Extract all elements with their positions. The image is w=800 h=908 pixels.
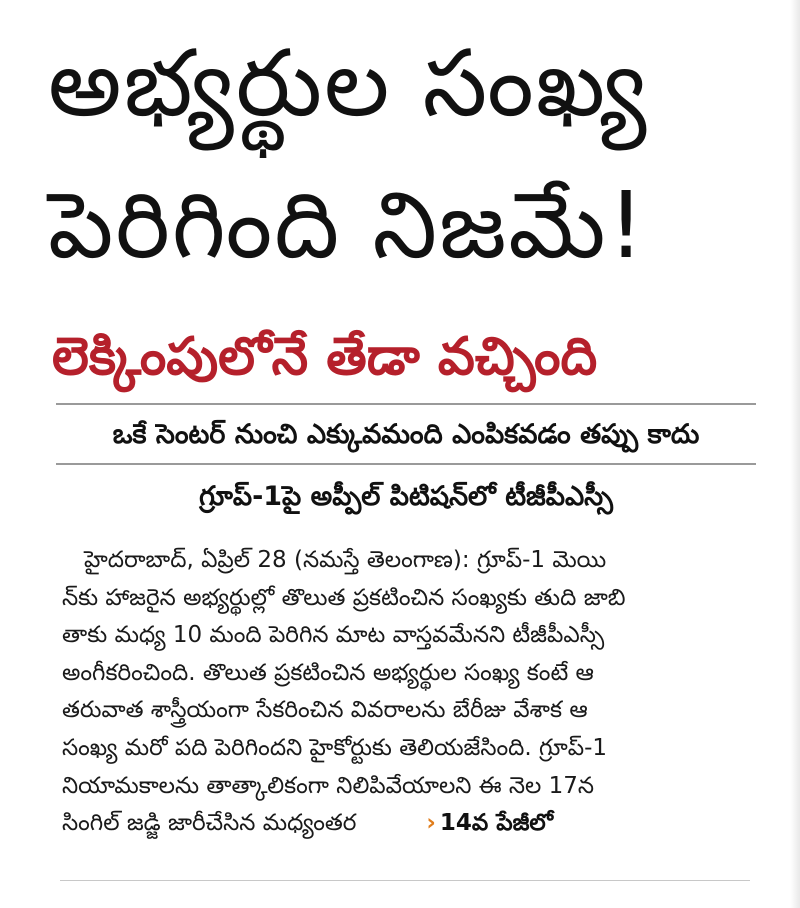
continuation-link[interactable] — [426, 805, 553, 843]
divider-middle — [56, 463, 756, 465]
body-line: తాకు మధ్య 10 మంది పెరిగిన మాట వాస్తవమేనని టీజీపీఎస్సీ — [62, 622, 605, 649]
divider-bottom — [60, 880, 750, 881]
body-line: నియామకాలను తాత్కాలికంగా నిలిపివేయాలని ఈ నెల 17న — [62, 772, 595, 799]
subheadline: లెక్కింపులోనే తేడా వచ్చింది — [52, 327, 598, 387]
divider-top — [56, 403, 756, 405]
headline-line-1: అభ్యర్థుల సంఖ్య — [48, 30, 649, 137]
kicker-line: గ్రూప్-1పై అప్పీల్ పిటిషన్‌లో టీజీపీఎస్సీ — [199, 481, 613, 512]
body-line-last — [62, 805, 752, 843]
headline-line-2: పెరిగింది నిజమే! — [48, 172, 647, 279]
body-line: హైదరాబాద్, ఏప్రిల్ 28 (నమస్తే తెలంగాణ): గ్రూప్-1 మెయి — [84, 547, 607, 573]
body-line: సంఖ్య మరో పది పెరిగిందని హైకోర్టుకు తెలియజేసింది. గ్రూప్-1 — [62, 734, 608, 761]
article-body — [62, 542, 752, 843]
body-line: తరువాత శాస్త్రీయంగా సేకరించిన వివరాలను బేరీజు వేశాక ఆ — [62, 697, 588, 724]
continuation-label: 14వ పేజీలో — [439, 810, 554, 837]
body-line: న్‌కు హాజరైన అభ్యర్థుల్లో తొలుత ప్రకటించిన సంఖ్యకు తుది జాబి — [62, 584, 626, 611]
deck-line: ఒకే సెంటర్ నుంచి ఎక్కువమంది ఎంపికవడం తప్పు కాదు — [112, 419, 700, 450]
body-line: అంగీకరించింది. తొలుత ప్రకటించిన అభ్యర్థుల సంఖ్య కంటే ఆ — [62, 659, 594, 686]
chevron-right-icon: › — [426, 810, 436, 837]
page-edge-shadow — [790, 0, 800, 908]
body-line-last-text: సింగిల్ జడ్జి జారీచేసిన మధ్యంతర — [62, 810, 357, 837]
